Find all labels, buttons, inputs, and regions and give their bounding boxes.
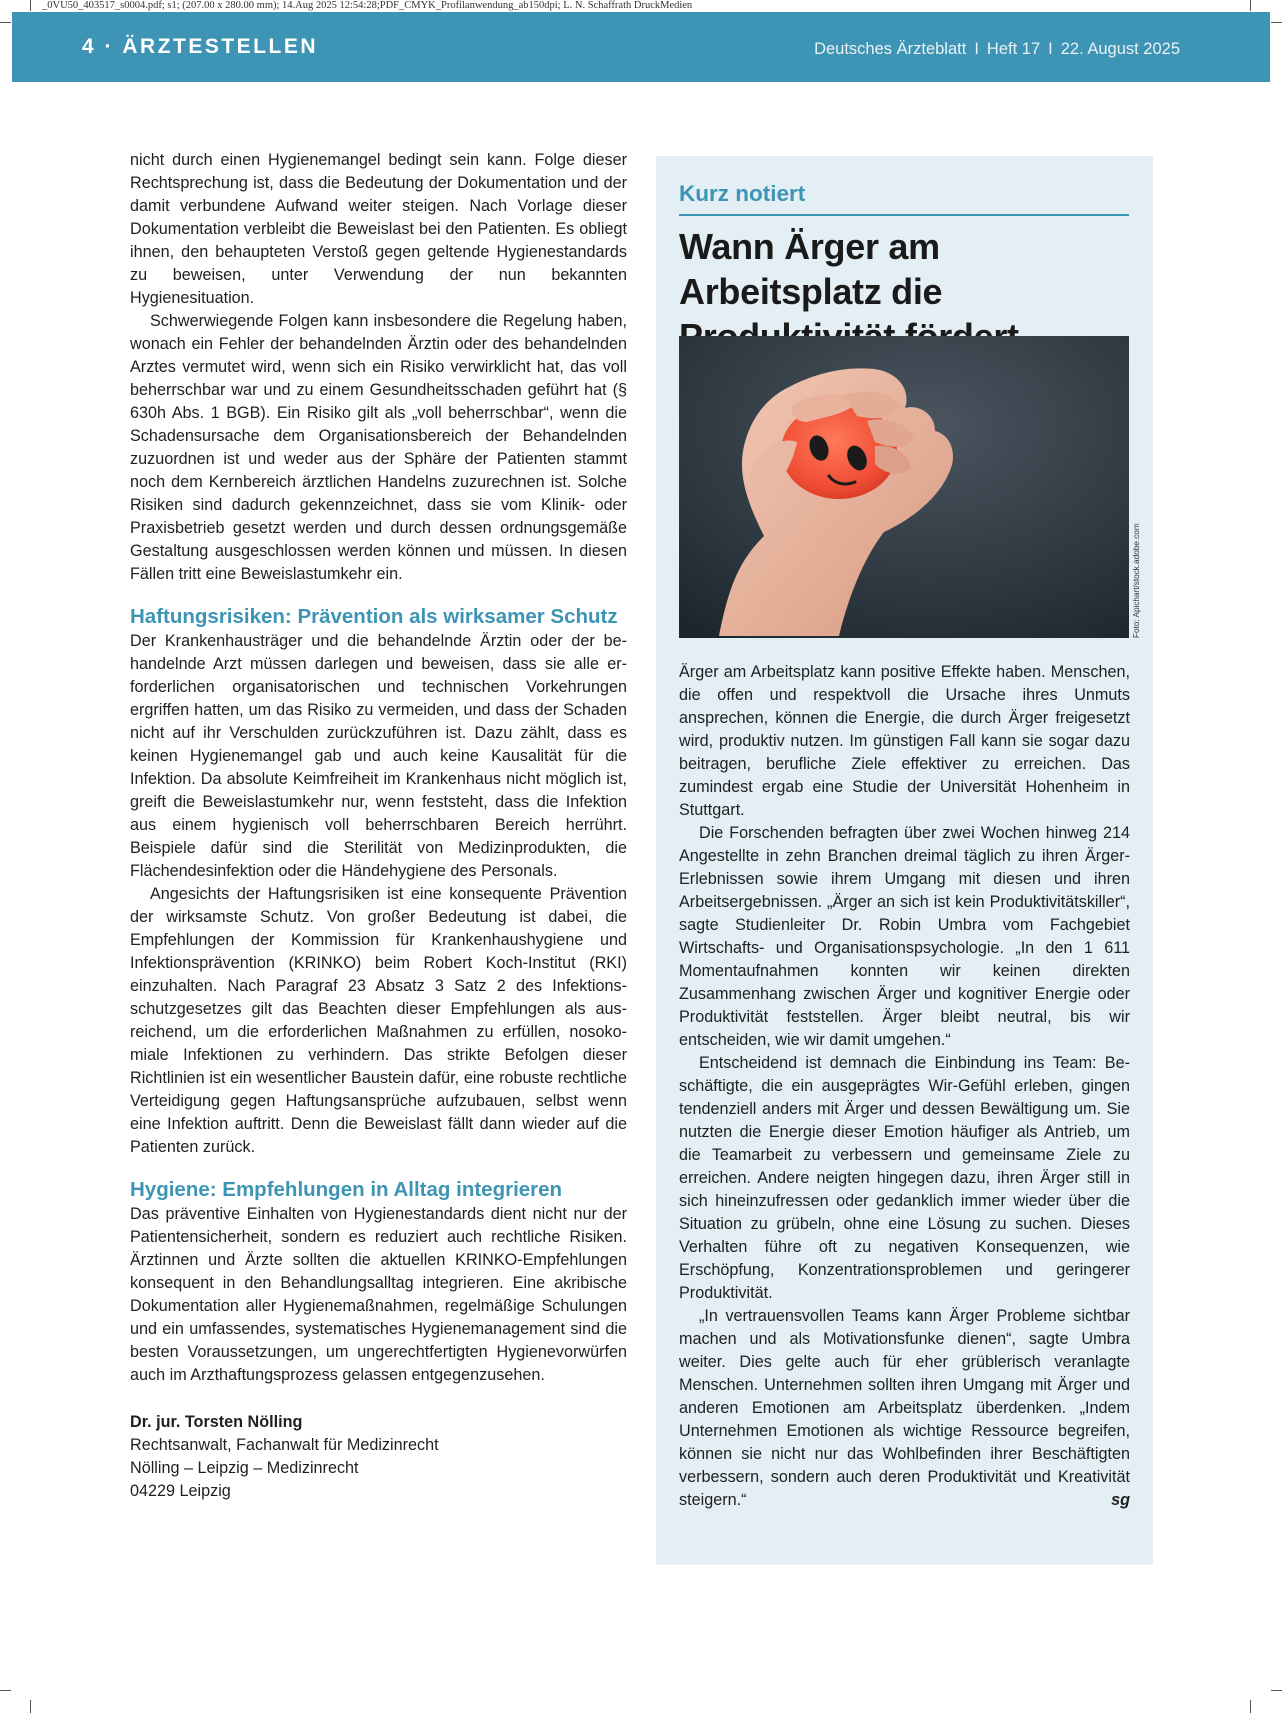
crop-mark	[1271, 22, 1282, 23]
crop-mark	[1250, 0, 1251, 11]
left-article-column	[130, 149, 627, 1503]
box-kicker: Kurz notiert	[679, 180, 1129, 216]
box-paragraph: Ärger am Arbeitsplatz kann positive Effekte haben. Menschen, die offen und respektvoll die Ursache ihres Unmuts ansprechen, können die Energie, die durch Ärger freigesetzt wird, produktiv nutzen. Im günstigen Fall kann sie sogar dazu beitragen, berufliche Ziele effektiver zu erreichen. Das zumindest ergab eine Studie der Universität Hohenheim in Stuttgart.	[679, 663, 1130, 819]
article-paragraph: nicht durch einen Hygienemangel bedingt sein kann. Folge dieser Rechtsprechung ist, dass die Bedeutung der Dokumentation und der damit verbundene Aufwand weiter steigen. Nach Vorlage dieser Dokumentation verbleibt die Beweislast bei den Patienten. Es obliegt ihnen, den behaupteten Verstoß gegen geltende Hygienestandards zu beweisen, unter Verwendung der nun bekannten Hygienesituation.	[130, 151, 627, 307]
subheading-liability: Haftungsrisiken: Prävention als wirksamer Schutz	[130, 605, 618, 628]
author-city: 04229 Leipzig	[130, 1482, 231, 1500]
sidebar-news-box	[656, 156, 1153, 1565]
separator: I	[974, 40, 979, 58]
photo-credit: Foto: Apichart/stock.adobe.com	[1132, 523, 1141, 638]
page-header	[12, 12, 1270, 82]
issue-number: Heft 17	[986, 40, 1041, 58]
author-title: Rechtsanwalt, Fachanwalt für Medizinrecht	[130, 1436, 439, 1454]
crop-mark	[0, 22, 11, 23]
crop-mark	[30, 1700, 31, 1713]
crop-mark	[1271, 1690, 1282, 1691]
crop-mark	[0, 1690, 11, 1691]
subheading-hygiene: Hygiene: Empfehlungen in Alltag integrieren	[130, 1178, 563, 1201]
box-paragraph	[679, 1305, 1130, 1512]
issue-date: 22. August 2025	[1060, 40, 1180, 58]
box-paragraph: Entscheidend ist demnach die Einbindung ins Team: Beschäftigte, die ein ausgeprägtes Wir-Gefühl erleben, gingen tendenziell anders mit Ärger und dessen Bewältigung um. Sie nutzten die Energie dieser Emotion häufiger als Antrieb, um die Teamarbeit zu verbessern und gemeinsame Ziele zu erreichen. Andere neigten hingegen dazu, ihren Ärger still in sich hineinzufressen oder gedanklich immer wieder über die Situation zu grübeln, ohne eine Lösung zu suchen. Dieses Verhalten führe oft zu negativen Konsequenzen, wie Erschöpfung, Konzentrationsproblemen und geringerer Produktivität.	[679, 1054, 1130, 1302]
separator: I	[1048, 40, 1053, 58]
article-paragraph: Angesichts der Haftungsrisiken ist eine konsequente Prävention der wirksamste Schutz. Von großer Bedeutung ist dabei, die Empfehlungen der Kommission für Krankenhaushygiene und Infektionsprävention (KRINKO) beim Robert Koch-Institut (RKI) einzuhalten. Nach Paragraf 23 Absatz 3 Satz 2 des Infektionsschutzgesetzes gilt das Beachten dieser Empfehlungen als ausreichend, um die erforderlichen Maßnahmen zu erfüllen, nosokomiale Infektionen zu verhindern. Das strikte Befolgen dieser Richtlinien ist ein wesentlicher Baustein dafür, eine robuste rechtliche Verteidigung gegen Haftungsansprüche aufzubauen, selbst wenn eine Infektion auftritt. Denn die Beweislast fällt dann wieder auf die Patienten zurück.	[130, 885, 627, 1156]
journal-info	[814, 38, 1180, 60]
article-paragraph: Schwerwiegende Folgen kann insbesondere die Regelung haben, wonach ein Fehler der behandelnden Ärztin oder des behandelnden Arztes vermutet wird, wenn sich ein Risiko verwirklicht hat, das voll beherrschbar war und zu einem Gesundheitsschaden geführt hat (§ 630h Abs. 1 BGB). Ein Risiko gilt als „voll beherrschbar“, wenn die Schadensursache dem Organisationsbereich der Behandelnden zuzuordnen ist und weder aus der Sphäre der Patienten stammt noch dem Kernbereich ärztlichen Handelns zuzurechnen ist. Solche Risiken sind dadurch gekennzeichnet, dass sie vom Klinik- oder Praxisbetrieb gesetzt werden und durch dessen ordnungsgemäße Gestaltung ausgeschlossen werden können und müssen. In diesen Fällen tritt eine Beweislastumkehr ein.	[130, 312, 627, 583]
box-paragraph-text: „In vertrauensvollen Teams kann Ärger Probleme sichtbar machen und als Motivationsfunke dienen“, sagte Umbra weiter. Dies gelte auch für eher grüblerisch veranlagte Menschen. Unternehmen sollten ihren Umgang mit Ärger und anderen Emotionen am Arbeitsplatz überdenken. „Indem Unternehmen Emotionen als wichtige Ressource begreifen, können sie nicht nur das Wohlbefinden ihrer Beschäftigten verbessern, sondern auch deren Produktivität und Kreativität steigern.“	[679, 1307, 1130, 1509]
box-paragraph: Die Forschenden befragten über zwei Wochen hinweg 214 Angestellte in zehn Branchen dreimal täglich zu ihren Ärger-Erlebnissen sowie ihrem Umgang mit diesen und ihren Arbeitsergebnissen. „Ärger an sich ist kein Produktivitätskiller“, sagte Studienleiter Dr. Robin Umbra vom Fachgebiet Wirtschafts- und Organisationspsychologie. „In den 1 611 Momentaufnahmen konnten wir keinen direkten Zusammenhang zwischen Ärger und kognitiver Energie oder Produktivität feststellen. Ärger bleibt neutral, bis wir entscheiden, wie wir damit umgehen.“	[679, 824, 1130, 1049]
author-block	[130, 1411, 627, 1503]
author-name: Dr. jur. Torsten Nölling	[130, 1413, 303, 1431]
article-paragraph: Der Krankenhausträger und die behandelnde Ärztin oder der behandelnde Arzt müssen darlegen und beweisen, dass sie alle erforderlichen organisatorischen und technischen Vorkehrungen ergriffen hatten, um das Risiko zu vermeiden, und dass der Schaden nicht auf ihr Verschulden zurückzuführen ist. Dazu zählt, dass es keinen Hygienemangel gab und auch keine Kausalität für die Infektion. Da absolute Keimfreiheit im Krankenhaus nicht möglich ist, greift die Beweislastumkehr nur, wenn feststeht, dass die Infektion aus einem hygienisch voll beherrschbaren Bereich herrührt. Beispiele dafür sind die Sterilität von Medizinprodukten, die Flächendesinfektion oder die Händehygiene des Personals.	[130, 632, 627, 880]
article-paragraph: Das präventive Einhalten von Hygienestandards dient nicht nur der Patientensicherheit, sondern es reduziert auch rechtliche Risiken. Ärztinnen und Ärzte sollten die aktuellen KRINKO-Empfehlungen konsequent in den Behandlungsalltag integrieren. Eine akribische Dokumentation aller Hygienemaßnahmen, regelmäßige Schulungen und ein umfassendes, systematisches Hygienemanagement sind die besten Voraussetzungen, um ungerechtfertigten Hygienevorwürfen auch im Arzthaftungsprozess gelassen entgegenzusehen.	[130, 1205, 627, 1384]
box-headline: Wann Ärger am Arbeitsplatz die	[679, 226, 943, 312]
print-slug: _0VU50_403517_s0004.pdf; s1; (207.00 x 280.00 mm); 14.Aug 2025 12:54:28;PDF_CMYK_Profilanwendung_ab150dpi; L. N. Schaffrath DruckMedien	[42, 0, 693, 11]
crop-mark	[1250, 1700, 1251, 1713]
box-article-text	[679, 661, 1130, 1512]
crop-mark	[30, 0, 31, 11]
journal-name: Deutsches Ärzteblatt	[814, 40, 967, 58]
author-signature: sg	[1111, 1491, 1130, 1509]
author-firm: Nölling – Leipzig – Medizinrecht	[130, 1459, 359, 1477]
section-title: 4 · ÄRZTESTELLEN	[82, 35, 319, 58]
stress-ball-photo	[679, 336, 1129, 638]
